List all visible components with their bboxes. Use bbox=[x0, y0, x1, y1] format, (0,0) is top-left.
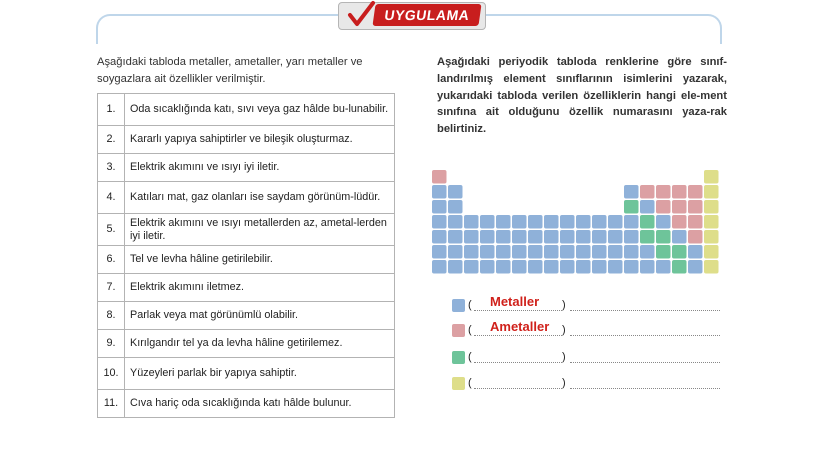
legend-swatch bbox=[452, 299, 465, 312]
element-cell bbox=[528, 230, 543, 244]
element-cell bbox=[640, 215, 655, 229]
element-cell bbox=[688, 260, 703, 274]
property-numbers-blank[interactable] bbox=[570, 388, 720, 389]
element-cell bbox=[704, 230, 719, 244]
element-cell bbox=[576, 230, 591, 244]
element-cell bbox=[560, 230, 575, 244]
element-cell bbox=[704, 200, 719, 214]
answer-blank[interactable] bbox=[474, 388, 562, 389]
element-cell bbox=[640, 230, 655, 244]
legend-close-paren: ) bbox=[562, 299, 566, 311]
element-cell bbox=[624, 200, 639, 214]
element-cell bbox=[432, 215, 447, 229]
element-cell bbox=[432, 170, 447, 184]
element-cell bbox=[528, 215, 543, 229]
property-numbers-blank[interactable] bbox=[570, 335, 720, 336]
section-badge: UYGULAMA bbox=[372, 4, 481, 26]
element-cell bbox=[624, 185, 639, 199]
row-number: 1. bbox=[98, 94, 125, 126]
legend-open-paren: ( bbox=[468, 324, 472, 336]
row-text: Elektrik akımını iletmez. bbox=[125, 274, 395, 302]
row-text: Kırılgandır tel ya da levha hâline getirilemez. bbox=[125, 330, 395, 358]
row-number: 10. bbox=[98, 358, 125, 390]
row-number: 5. bbox=[98, 214, 125, 246]
element-cell bbox=[432, 245, 447, 259]
element-cell bbox=[624, 260, 639, 274]
element-cell bbox=[512, 245, 527, 259]
element-cell bbox=[448, 230, 463, 244]
element-cell bbox=[656, 200, 671, 214]
property-numbers-blank[interactable] bbox=[570, 310, 720, 311]
table-row bbox=[98, 94, 395, 126]
element-cell bbox=[576, 215, 591, 229]
element-cell bbox=[672, 260, 687, 274]
row-text: Yüzeyleri parlak bir yapıya sahiptir. bbox=[125, 358, 395, 390]
element-cell bbox=[480, 230, 495, 244]
table-row bbox=[98, 358, 395, 390]
element-cell bbox=[704, 245, 719, 259]
answer-blank[interactable] bbox=[474, 335, 562, 336]
legend-row bbox=[452, 319, 724, 340]
element-cell bbox=[480, 215, 495, 229]
element-cell bbox=[688, 185, 703, 199]
row-text: Kararlı yapıya sahiptirler ve bileşik oluşturmaz. bbox=[125, 126, 395, 154]
element-cell bbox=[672, 185, 687, 199]
element-cell bbox=[656, 245, 671, 259]
legend-open-paren: ( bbox=[468, 299, 472, 311]
element-cell bbox=[432, 185, 447, 199]
row-number: 7. bbox=[98, 274, 125, 302]
element-cell bbox=[592, 215, 607, 229]
instructions-text: Aşağıdaki periyodik tabloda renklerine göre sınıf-landırılmış element sınıflarının isimlerini yazarak, yukarıdaki tabloda verilen özelliklerin hangi ele-ment sınıfına ait olduğunu özellik numarasını yaza-rak belirtiniz. bbox=[437, 56, 727, 136]
legend-swatch bbox=[452, 324, 465, 337]
element-cell bbox=[464, 245, 479, 259]
element-cell bbox=[592, 230, 607, 244]
legend-swatch bbox=[452, 377, 465, 390]
periodic-table bbox=[432, 170, 732, 288]
element-cell bbox=[528, 245, 543, 259]
element-cell bbox=[496, 260, 511, 274]
element-cell bbox=[608, 260, 623, 274]
table-row bbox=[98, 330, 395, 358]
element-cell bbox=[448, 200, 463, 214]
answer-blank[interactable] bbox=[474, 362, 562, 363]
element-cell bbox=[464, 215, 479, 229]
element-cell bbox=[656, 185, 671, 199]
element-cell bbox=[640, 260, 655, 274]
legend-close-paren: ) bbox=[562, 377, 566, 389]
element-cell bbox=[624, 215, 639, 229]
element-cell bbox=[640, 245, 655, 259]
element-cell bbox=[496, 245, 511, 259]
properties-table bbox=[97, 93, 395, 418]
row-number: 2. bbox=[98, 126, 125, 154]
element-cell bbox=[560, 215, 575, 229]
legend-close-paren: ) bbox=[562, 351, 566, 363]
element-cell bbox=[448, 215, 463, 229]
element-cell bbox=[544, 230, 559, 244]
element-cell bbox=[672, 215, 687, 229]
row-number: 6. bbox=[98, 246, 125, 274]
element-cell bbox=[464, 260, 479, 274]
row-number: 9. bbox=[98, 330, 125, 358]
legend-answer: Metaller bbox=[490, 294, 540, 309]
table-row bbox=[98, 126, 395, 154]
row-number: 11. bbox=[98, 390, 125, 418]
element-cell bbox=[512, 230, 527, 244]
element-cell bbox=[432, 230, 447, 244]
table-row bbox=[98, 302, 395, 330]
property-numbers-blank[interactable] bbox=[570, 362, 720, 363]
element-cell bbox=[576, 245, 591, 259]
element-cell bbox=[624, 230, 639, 244]
element-cell bbox=[464, 230, 479, 244]
legend-row bbox=[452, 294, 724, 315]
row-text: Elektrik akımını ve ısıyı metallerden az, ametal-lerden iyi iletir. bbox=[125, 214, 395, 246]
table-row bbox=[98, 154, 395, 182]
element-cell bbox=[576, 260, 591, 274]
legend-row bbox=[452, 375, 724, 393]
table-row bbox=[98, 390, 395, 418]
element-cell bbox=[512, 260, 527, 274]
element-cell bbox=[688, 245, 703, 259]
element-cell bbox=[608, 230, 623, 244]
element-cell bbox=[704, 170, 719, 184]
element-cell bbox=[672, 245, 687, 259]
element-cell bbox=[560, 260, 575, 274]
row-text: Oda sıcaklığında katı, sıvı veya gaz hâlde bu-lunabilir. bbox=[125, 94, 395, 126]
intro-text: Aşağıdaki tabloda metaller, ametaller, yarı metaller ve soygazlara ait özellikler verilmiştir. bbox=[97, 56, 363, 85]
element-cell bbox=[624, 245, 639, 259]
element-cell bbox=[704, 185, 719, 199]
element-cell bbox=[704, 215, 719, 229]
row-text: Tel ve levha hâline getirilebilir. bbox=[125, 246, 395, 274]
element-cell bbox=[688, 200, 703, 214]
legend-answer: Ametaller bbox=[490, 319, 550, 334]
element-cell bbox=[688, 215, 703, 229]
element-cell bbox=[608, 245, 623, 259]
table-row bbox=[98, 214, 395, 246]
legend-open-paren: ( bbox=[468, 377, 472, 389]
row-text: Parlak veya mat görünümlü olabilir. bbox=[125, 302, 395, 330]
row-number: 4. bbox=[98, 182, 125, 214]
element-cell bbox=[432, 200, 447, 214]
element-cell bbox=[496, 230, 511, 244]
element-cell bbox=[512, 215, 527, 229]
element-cell bbox=[656, 260, 671, 274]
table-row bbox=[98, 182, 395, 214]
element-cell bbox=[448, 185, 463, 199]
legend-close-paren: ) bbox=[562, 324, 566, 336]
element-cell bbox=[640, 200, 655, 214]
element-cell bbox=[656, 215, 671, 229]
row-number: 8. bbox=[98, 302, 125, 330]
element-cell bbox=[608, 215, 623, 229]
element-cell bbox=[672, 200, 687, 214]
element-cell bbox=[688, 230, 703, 244]
element-cell bbox=[544, 260, 559, 274]
element-cell bbox=[672, 230, 687, 244]
element-cell bbox=[496, 215, 511, 229]
element-cell bbox=[640, 185, 655, 199]
element-cell bbox=[528, 260, 543, 274]
row-text: Elektrik akımını ve ısıyı iyi iletir. bbox=[125, 154, 395, 182]
element-cell bbox=[432, 260, 447, 274]
element-cell bbox=[656, 230, 671, 244]
table-row bbox=[98, 274, 395, 302]
row-text: Cıva hariç oda sıcaklığında katı hâlde bulunur. bbox=[125, 390, 395, 418]
element-cell bbox=[592, 260, 607, 274]
element-cell bbox=[544, 245, 559, 259]
checkmark-icon bbox=[346, 0, 376, 30]
row-number: 3. bbox=[98, 154, 125, 182]
legend-open-paren: ( bbox=[468, 351, 472, 363]
row-text: Katıları mat, gaz olanları ise saydam görünüm-lüdür. bbox=[125, 182, 395, 214]
element-cell bbox=[480, 260, 495, 274]
element-cell bbox=[480, 245, 495, 259]
table-row bbox=[98, 246, 395, 274]
element-cell bbox=[448, 245, 463, 259]
legend-swatch bbox=[452, 351, 465, 364]
answer-blank[interactable] bbox=[474, 310, 562, 311]
legend-row bbox=[452, 349, 724, 367]
element-cell bbox=[704, 260, 719, 274]
element-cell bbox=[448, 260, 463, 274]
element-cell bbox=[544, 215, 559, 229]
element-cell bbox=[560, 245, 575, 259]
element-cell bbox=[592, 245, 607, 259]
